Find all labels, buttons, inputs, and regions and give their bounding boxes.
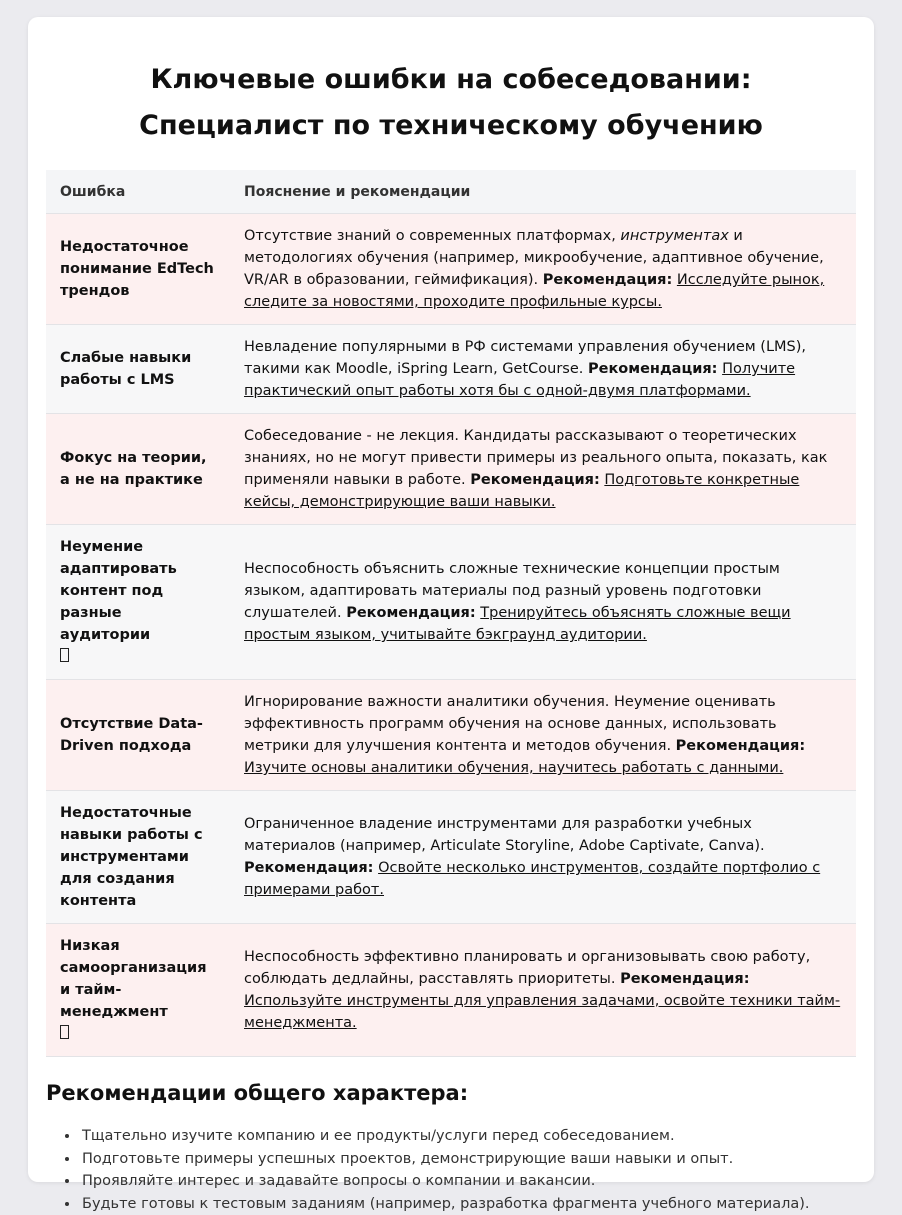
error-title: Недостаточные навыки работы с инструментами для создания контента xyxy=(46,791,230,924)
recommendation-label: Рекомендация: xyxy=(346,605,475,621)
error-explanation: Невладение популярными в РФ системами управления обучением (LMS), такими как Moodle, iSpring Learn, GetCourse. Рекомендация: Получите практический опыт работы хотя бы с одной-двумя платформами. xyxy=(230,325,856,414)
error-explanation: Неспособность эффективно планировать и организовывать свою работу, соблюдать дедлайны, расставлять приоритеты. Рекомендация: Используйте инструменты для управления задачами, освойте техники тайм-менеджмента. xyxy=(230,924,856,1057)
error-title: Неумение адаптировать контент под разные аудитории xyxy=(60,539,177,643)
error-explanation: Неспособность объяснить сложные технические концепции простым языком, адаптировать материалы под разный уровень подготовки слушателей. Рекомендация: Тренируйтесь объяснять сложные вещи простым языком, учитывайте бэкграунд аудитории. xyxy=(230,525,856,680)
list-item: • Будьте готовы к тестовым заданиям (например, разработка фрагмента учебного материала). xyxy=(80,1193,856,1215)
table-row xyxy=(46,325,856,414)
table-row xyxy=(46,414,856,525)
error-title: Отсутствие Data-Driven подхода xyxy=(46,680,230,791)
table-row xyxy=(46,924,856,1057)
general-recommendations-list xyxy=(46,1125,856,1215)
error-title: Слабые навыки работы с LMS xyxy=(46,325,230,414)
list-item: • Проявляйте интерес и задавайте вопросы о компании и вакансии. xyxy=(80,1170,856,1193)
recommendation-label: Рекомендация: xyxy=(588,361,717,377)
error-explanation: Собеседование - не лекция. Кандидаты рассказывают о теоретических знаниях, но не могут привести примеры из реального опыта, показать, как применяли навыки в работе. Рекомендация: Подготовьте конкретные кейсы, демонстрирующие ваши навыки. xyxy=(230,414,856,525)
error-cell xyxy=(46,924,230,1057)
table-row xyxy=(46,214,856,325)
column-header-explanation: Пояснение и рекомендации xyxy=(230,170,856,214)
recommendation-label: Рекомендация: xyxy=(676,738,805,754)
recommendation-text: Подготовьте конкретные кейсы, демонстрирующие ваши навыки. xyxy=(244,472,799,510)
recommendation-text: Освойте несколько инструментов, создайте портфолио с примерами работ. xyxy=(244,860,820,898)
missing-glyph-icon xyxy=(60,1025,69,1039)
page-title-line-1: Ключевые ошибки на собеседовании: xyxy=(46,57,856,103)
page-title xyxy=(46,17,856,149)
recommendation-text: Используйте инструменты для управления задачами, освойте техники тайм-менеджмента. xyxy=(244,993,840,1031)
recommendation-text: Получите практический опыт работы хотя бы с одной-двумя платформами. xyxy=(244,361,795,399)
error-explanation: Игнорирование важности аналитики обучения. Неумение оценивать эффективность программ обучения на основе данных, использовать метрики для улучшения контента и методов обучения. Рекомендация: Изучите основы аналитики обучения, научитесь работать с данными. xyxy=(230,680,856,791)
error-title: Фокус на теории, а не на практике xyxy=(46,414,230,525)
error-explanation: Отсутствие знаний о современных платформах, инструментах и методологиях обучения (например, микрообучение, адаптивное обучение, VR/AR в образовании, геймификация). Рекомендация: Исследуйте рынок, следите за новостями, проходите профильные курсы. xyxy=(230,214,856,325)
table-row xyxy=(46,525,856,680)
recommendation-label: Рекомендация: xyxy=(244,860,373,876)
error-cell xyxy=(46,525,230,680)
column-header-error: Ошибка xyxy=(46,170,230,214)
missing-glyph-icon xyxy=(60,648,69,662)
recommendation-text: Изучите основы аналитики обучения, научитесь работать с данными. xyxy=(244,760,783,776)
list-item: • Подготовьте примеры успешных проектов, демонстрирующие ваши навыки и опыт. xyxy=(80,1148,856,1171)
recommendation-text: Тренируйтесь объяснять сложные вещи простым языком, учитывайте бэкграунд аудитории. xyxy=(244,605,791,643)
table-row xyxy=(46,791,856,924)
recommendation-label: Рекомендация: xyxy=(620,971,749,987)
table-header-row xyxy=(46,170,856,214)
recommendation-text: Исследуйте рынок, следите за новостями, проходите профильные курсы. xyxy=(244,272,824,310)
content-card xyxy=(28,17,874,1182)
table-row xyxy=(46,680,856,791)
error-title: Низкая самоорганизация и тайм-менеджмент xyxy=(60,938,207,1020)
error-title: Недостаточное понимание EdTech трендов xyxy=(46,214,230,325)
error-explanation: Ограниченное владение инструментами для разработки учебных материалов (например, Articulate Storyline, Adobe Captivate, Canva). Рекомендация: Освойте несколько инструментов, создайте портфолио с примерами работ. xyxy=(230,791,856,924)
recommendation-label: Рекомендация: xyxy=(470,472,599,488)
mistakes-table xyxy=(46,170,856,1057)
general-recommendations-heading: Рекомендации общего характера: xyxy=(46,1079,856,1107)
recommendation-label: Рекомендация: xyxy=(543,272,672,288)
list-item: • Тщательно изучите компанию и ее продукты/услуги перед собеседованием. xyxy=(80,1125,856,1148)
page-title-line-2: Специалист по техническому обучению xyxy=(46,103,856,149)
